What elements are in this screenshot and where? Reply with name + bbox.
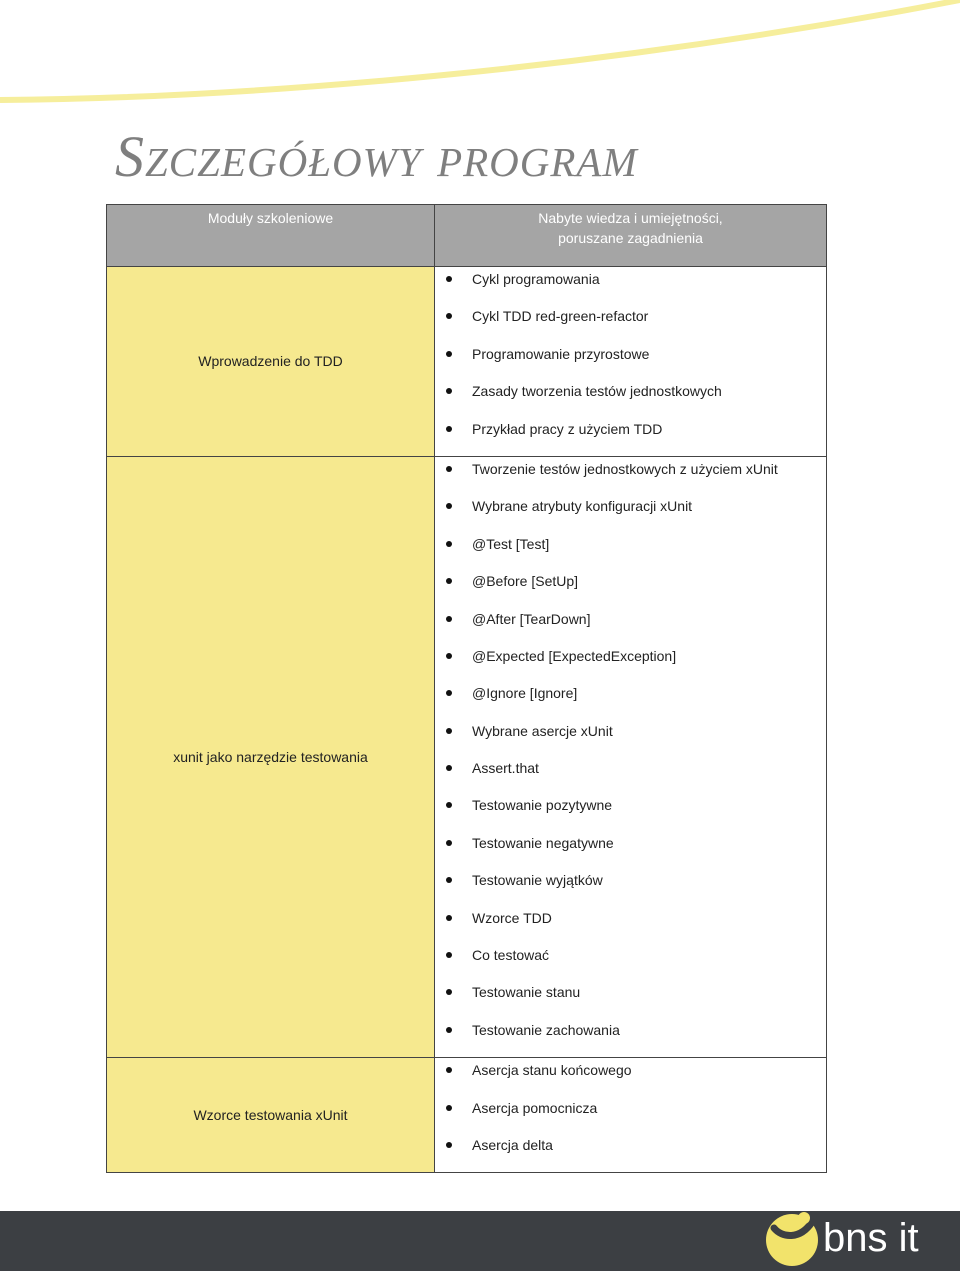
table-header-row: [107, 205, 827, 267]
list-item: Testowanie stanu: [435, 982, 826, 1019]
list-item: Testowanie wyjątków: [435, 870, 826, 907]
header-skills-line1: Nabyte wiedza i umiejętności,: [538, 210, 723, 226]
list-item: Programowanie przyrostowe: [435, 344, 826, 381]
table-row: [107, 1058, 827, 1173]
list-item: Co testować: [435, 945, 826, 982]
header-modules: Moduły szkoleniowe: [107, 205, 435, 267]
list-item: Testowanie negatywne: [435, 833, 826, 870]
list-item: Testowanie zachowania: [435, 1020, 826, 1057]
list-item: @Ignore [Ignore]: [435, 683, 826, 720]
list-item: Tworzenie testów jednostkowych z użyciem xUnit: [435, 459, 826, 496]
module-name: Wprowadzenie do TDD: [107, 267, 435, 457]
header-skills-line2: poruszane zagadnienia: [558, 230, 703, 246]
module-name: Wzorce testowania xUnit: [107, 1058, 435, 1173]
module-name: xunit jako narzędzie testowania: [107, 456, 435, 1057]
table-row: [107, 456, 827, 1057]
header-skills: [435, 205, 827, 267]
list-item: Wybrane atrybuty konfiguracji xUnit: [435, 496, 826, 533]
logo-text: bns it: [823, 1216, 919, 1260]
table-row: [107, 267, 827, 457]
list-item: Cykl TDD red-green-refactor: [435, 306, 826, 343]
topic-list: [435, 1058, 826, 1172]
topic-list: [435, 457, 826, 1057]
decorative-top-curve: [0, 0, 960, 120]
list-item: Testowanie pozytywne: [435, 795, 826, 832]
list-item: @Expected [ExpectedException]: [435, 646, 826, 683]
list-item: @Before [SetUp]: [435, 571, 826, 608]
list-item: Przykład pracy z użyciem TDD: [435, 419, 826, 456]
list-item: Wybrane asercje xUnit: [435, 721, 826, 758]
list-item: @Test [Test]: [435, 534, 826, 571]
topics-cell: [435, 267, 827, 457]
page-title: Szczegółowy program: [115, 124, 638, 189]
topics-cell: [435, 456, 827, 1057]
topics-cell: [435, 1058, 827, 1173]
list-item: Asercja pomocnicza: [435, 1098, 826, 1135]
list-item: Zasady tworzenia testów jednostkowych: [435, 381, 826, 418]
topic-list: [435, 267, 826, 456]
list-item: Cykl programowania: [435, 269, 826, 306]
list-item: @After [TearDown]: [435, 609, 826, 646]
program-table: [106, 204, 827, 1173]
list-item: Asercja delta: [435, 1135, 826, 1172]
list-item: Wzorce TDD: [435, 908, 826, 945]
list-item: Assert.that: [435, 758, 826, 795]
list-item: Asercja stanu końcowego: [435, 1060, 826, 1097]
